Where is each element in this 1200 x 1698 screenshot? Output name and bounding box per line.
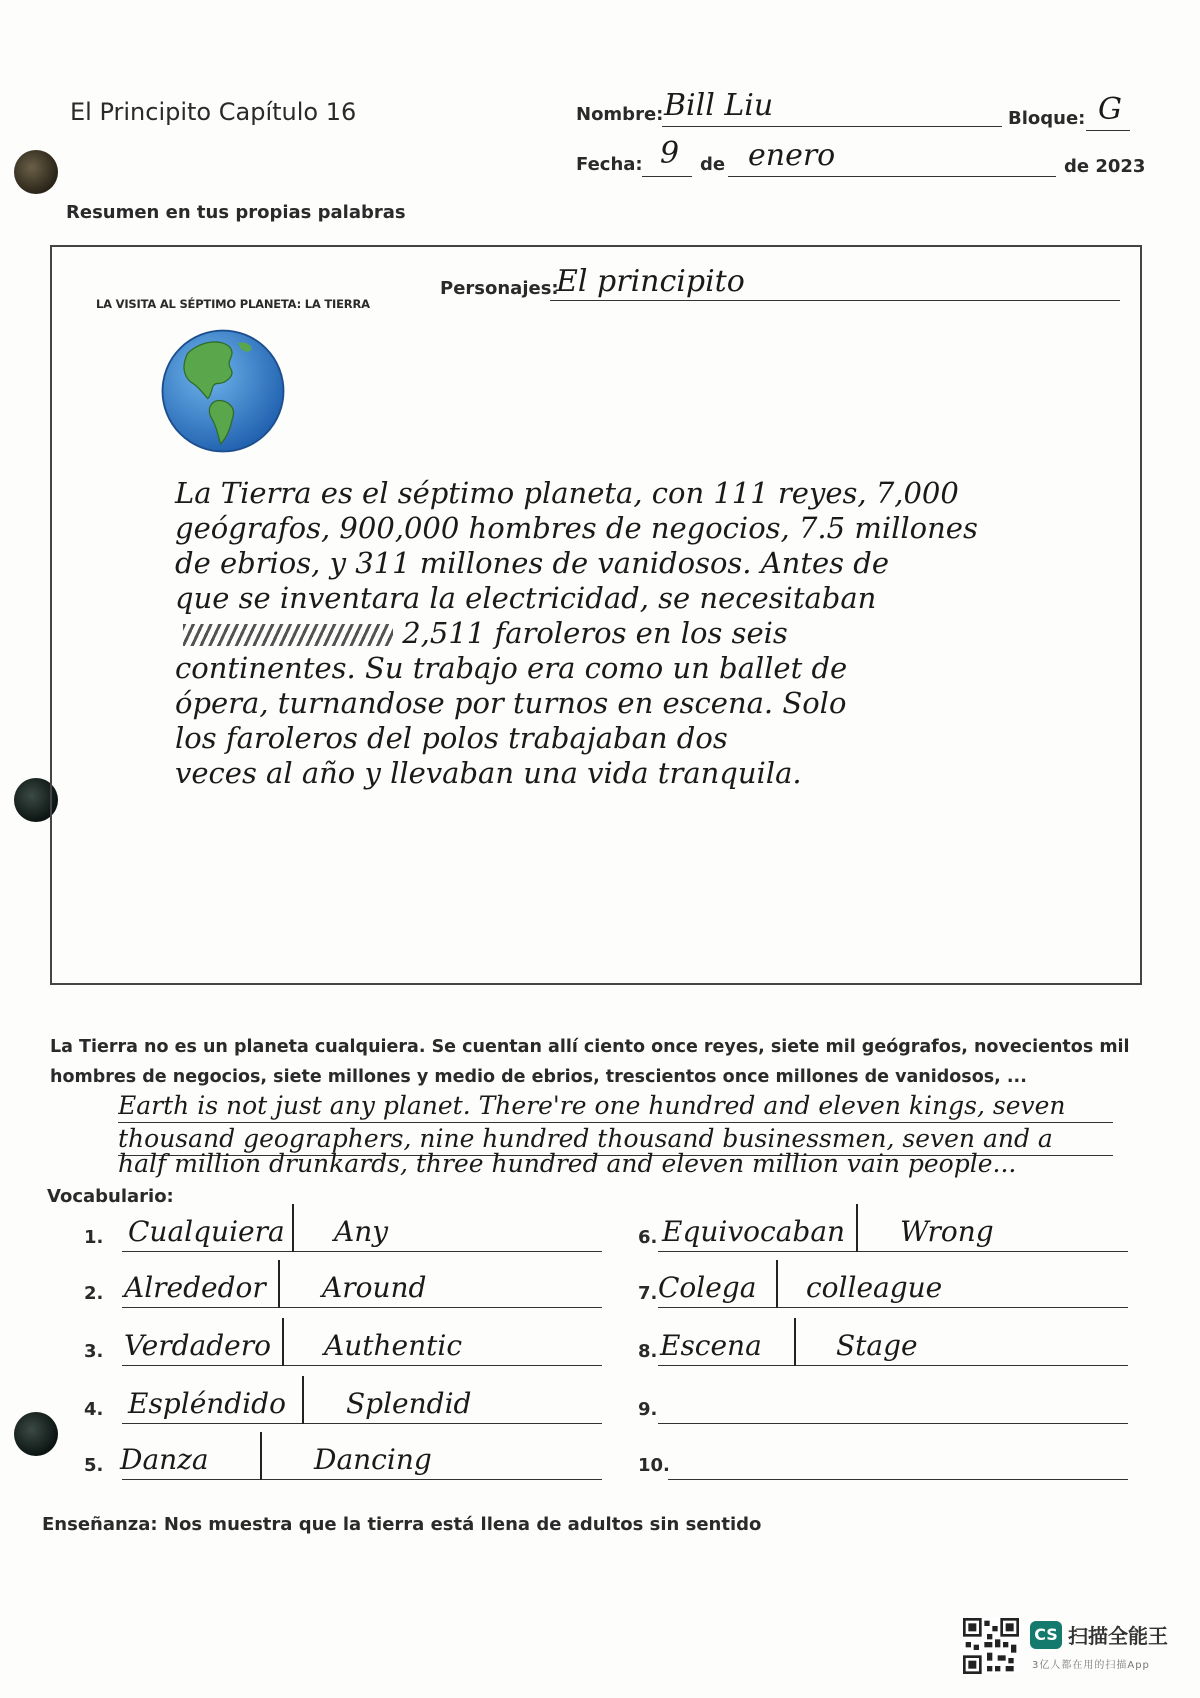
vocab-english: Authentic xyxy=(324,1329,463,1362)
personajes-label: Personajes: xyxy=(440,278,559,299)
qr-code-icon xyxy=(963,1618,1019,1674)
vocab-number: 4. xyxy=(84,1399,104,1420)
nombre-line xyxy=(662,88,1002,127)
vocab-spanish: Cualquiera xyxy=(128,1215,285,1248)
vocabulary-heading: Vocabulario: xyxy=(47,1186,174,1207)
fecha-month-line xyxy=(728,138,1056,177)
summary-text xyxy=(175,476,1005,791)
summary-line: continentes. Su trabajo era como un ballet de xyxy=(175,651,848,685)
vocab-spanish: Equivocaban xyxy=(662,1215,846,1248)
summary-heading: Resumen en tus propias palabras xyxy=(66,202,406,223)
fecha-label: Fecha: xyxy=(576,154,643,175)
summary-line: ópera, turnandose por turnos en escena. Solo xyxy=(175,686,847,720)
nombre-value: Bill Liu xyxy=(664,88,774,123)
vocab-number: 2. xyxy=(84,1283,104,1304)
vocab-divider xyxy=(282,1318,284,1366)
vocab-divider xyxy=(776,1260,778,1308)
vocab-spanish: Escena xyxy=(660,1329,762,1362)
lesson-text: Enseñanza: Nos muestra que la tierra está llena de adultos sin sentido xyxy=(42,1514,762,1535)
document-title: El Principito Capítulo 16 xyxy=(70,98,357,126)
vocab-spanish: Espléndido xyxy=(128,1387,286,1420)
vocab-divider xyxy=(794,1318,796,1366)
hole-punch-top xyxy=(14,150,58,194)
translation-line: half million drunkards, three hundred and eleven million vain people... xyxy=(118,1150,1017,1178)
translation-line: Earth is not just any planet. There're one hundred and eleven kings, seven xyxy=(118,1092,1113,1123)
vocab-row xyxy=(84,1268,604,1308)
vocab-line xyxy=(668,1439,1128,1480)
vocab-english: Any xyxy=(334,1215,389,1248)
de-label: de xyxy=(700,154,726,175)
vocab-row xyxy=(84,1440,604,1480)
vocab-line xyxy=(658,1383,1128,1424)
fecha-month-value: enero xyxy=(748,138,836,173)
vocab-divider xyxy=(856,1204,858,1252)
vocab-divider xyxy=(278,1260,280,1308)
summary-line: veces al año y llevaban una vida tranquila. xyxy=(175,756,802,790)
vocab-number: 1. xyxy=(84,1227,104,1248)
vocab-spanish: Verdadero xyxy=(124,1329,271,1362)
vocab-number: 10. xyxy=(638,1455,670,1476)
vocab-row xyxy=(638,1440,1138,1480)
summary-line: que se inventara la electricidad, se necesitaban xyxy=(175,581,877,615)
summary-line: geógrafos, 900,000 hombres de negocios, 7.5 millones xyxy=(175,511,978,545)
vocab-divider xyxy=(260,1432,262,1480)
camscanner-logo: CS xyxy=(1030,1621,1062,1649)
vocab-divider xyxy=(302,1376,304,1424)
vocab-row xyxy=(84,1384,604,1424)
vocab-number: 5. xyxy=(84,1455,104,1476)
vocab-number: 3. xyxy=(84,1341,104,1362)
bloque-label: Bloque: xyxy=(1008,108,1086,129)
summary-caption: LA VISITA AL SÉPTIMO PLANETA: LA TIERRA xyxy=(96,297,370,311)
bloque-line xyxy=(1086,92,1130,131)
fecha-day-value: 9 xyxy=(660,136,680,171)
vocab-row xyxy=(84,1326,604,1366)
vocab-spanish: Colega xyxy=(658,1271,757,1304)
vocab-divider xyxy=(292,1204,294,1252)
summary-line: los faroleros del polos trabajaban dos xyxy=(175,721,728,755)
vocab-row xyxy=(638,1268,1138,1308)
camscanner-app-name: 扫描全能王 xyxy=(1068,1624,1168,1648)
hole-punch-bottom xyxy=(14,1412,58,1456)
vocab-spanish: Danza xyxy=(120,1443,209,1476)
vocab-spanish: Alrededor xyxy=(124,1271,266,1304)
translation-line: thousand geographers, nine hundred thousand businessmen, seven and a xyxy=(118,1125,1113,1156)
vocab-number: 9. xyxy=(638,1399,658,1420)
vocab-english: Stage xyxy=(836,1329,918,1362)
spanish-quote: La Tierra no es un planeta cualquiera. Se cuentan allí ciento once reyes, siete mil geógrafos, novecientos mil hombres de negocios, siete millones y medio de ebrios, trescientos once millones de vanidosos, ... xyxy=(50,1037,1130,1087)
vocab-english: colleague xyxy=(806,1271,943,1304)
vocab-number: 8. xyxy=(638,1341,658,1362)
vocab-english: Wrong xyxy=(900,1215,994,1248)
earth-globe-icon xyxy=(160,328,286,454)
vocab-row xyxy=(638,1326,1138,1366)
vocab-row xyxy=(638,1384,1138,1424)
camscanner-tagline: 3亿人都在用的扫描App xyxy=(1032,1660,1150,1671)
scribble-mark xyxy=(183,624,393,646)
vocab-english: Splendid xyxy=(346,1387,472,1420)
summary-line: de ebrios, y 311 millones de vanidosos. Antes de xyxy=(175,546,889,580)
vocab-row xyxy=(84,1212,604,1252)
fecha-day-line xyxy=(642,136,692,177)
vocab-number: 6. xyxy=(638,1227,658,1248)
summary-line xyxy=(175,616,1005,651)
summary-line-text: 2,511 faroleros en los seis xyxy=(402,616,788,650)
vocab-row xyxy=(638,1212,1138,1252)
nombre-label: Nombre: xyxy=(576,104,664,125)
year-label: de 2023 xyxy=(1064,156,1146,177)
summary-line: La Tierra es el séptimo planeta, con 111 reyes, 7,000 xyxy=(175,476,959,510)
personajes-line xyxy=(550,264,1120,301)
vocab-english: Around xyxy=(322,1271,427,1304)
bloque-value: G xyxy=(1098,92,1122,127)
vocab-english: Dancing xyxy=(314,1443,432,1476)
vocab-number: 7. xyxy=(638,1283,658,1304)
personajes-value: El principito xyxy=(556,264,745,299)
